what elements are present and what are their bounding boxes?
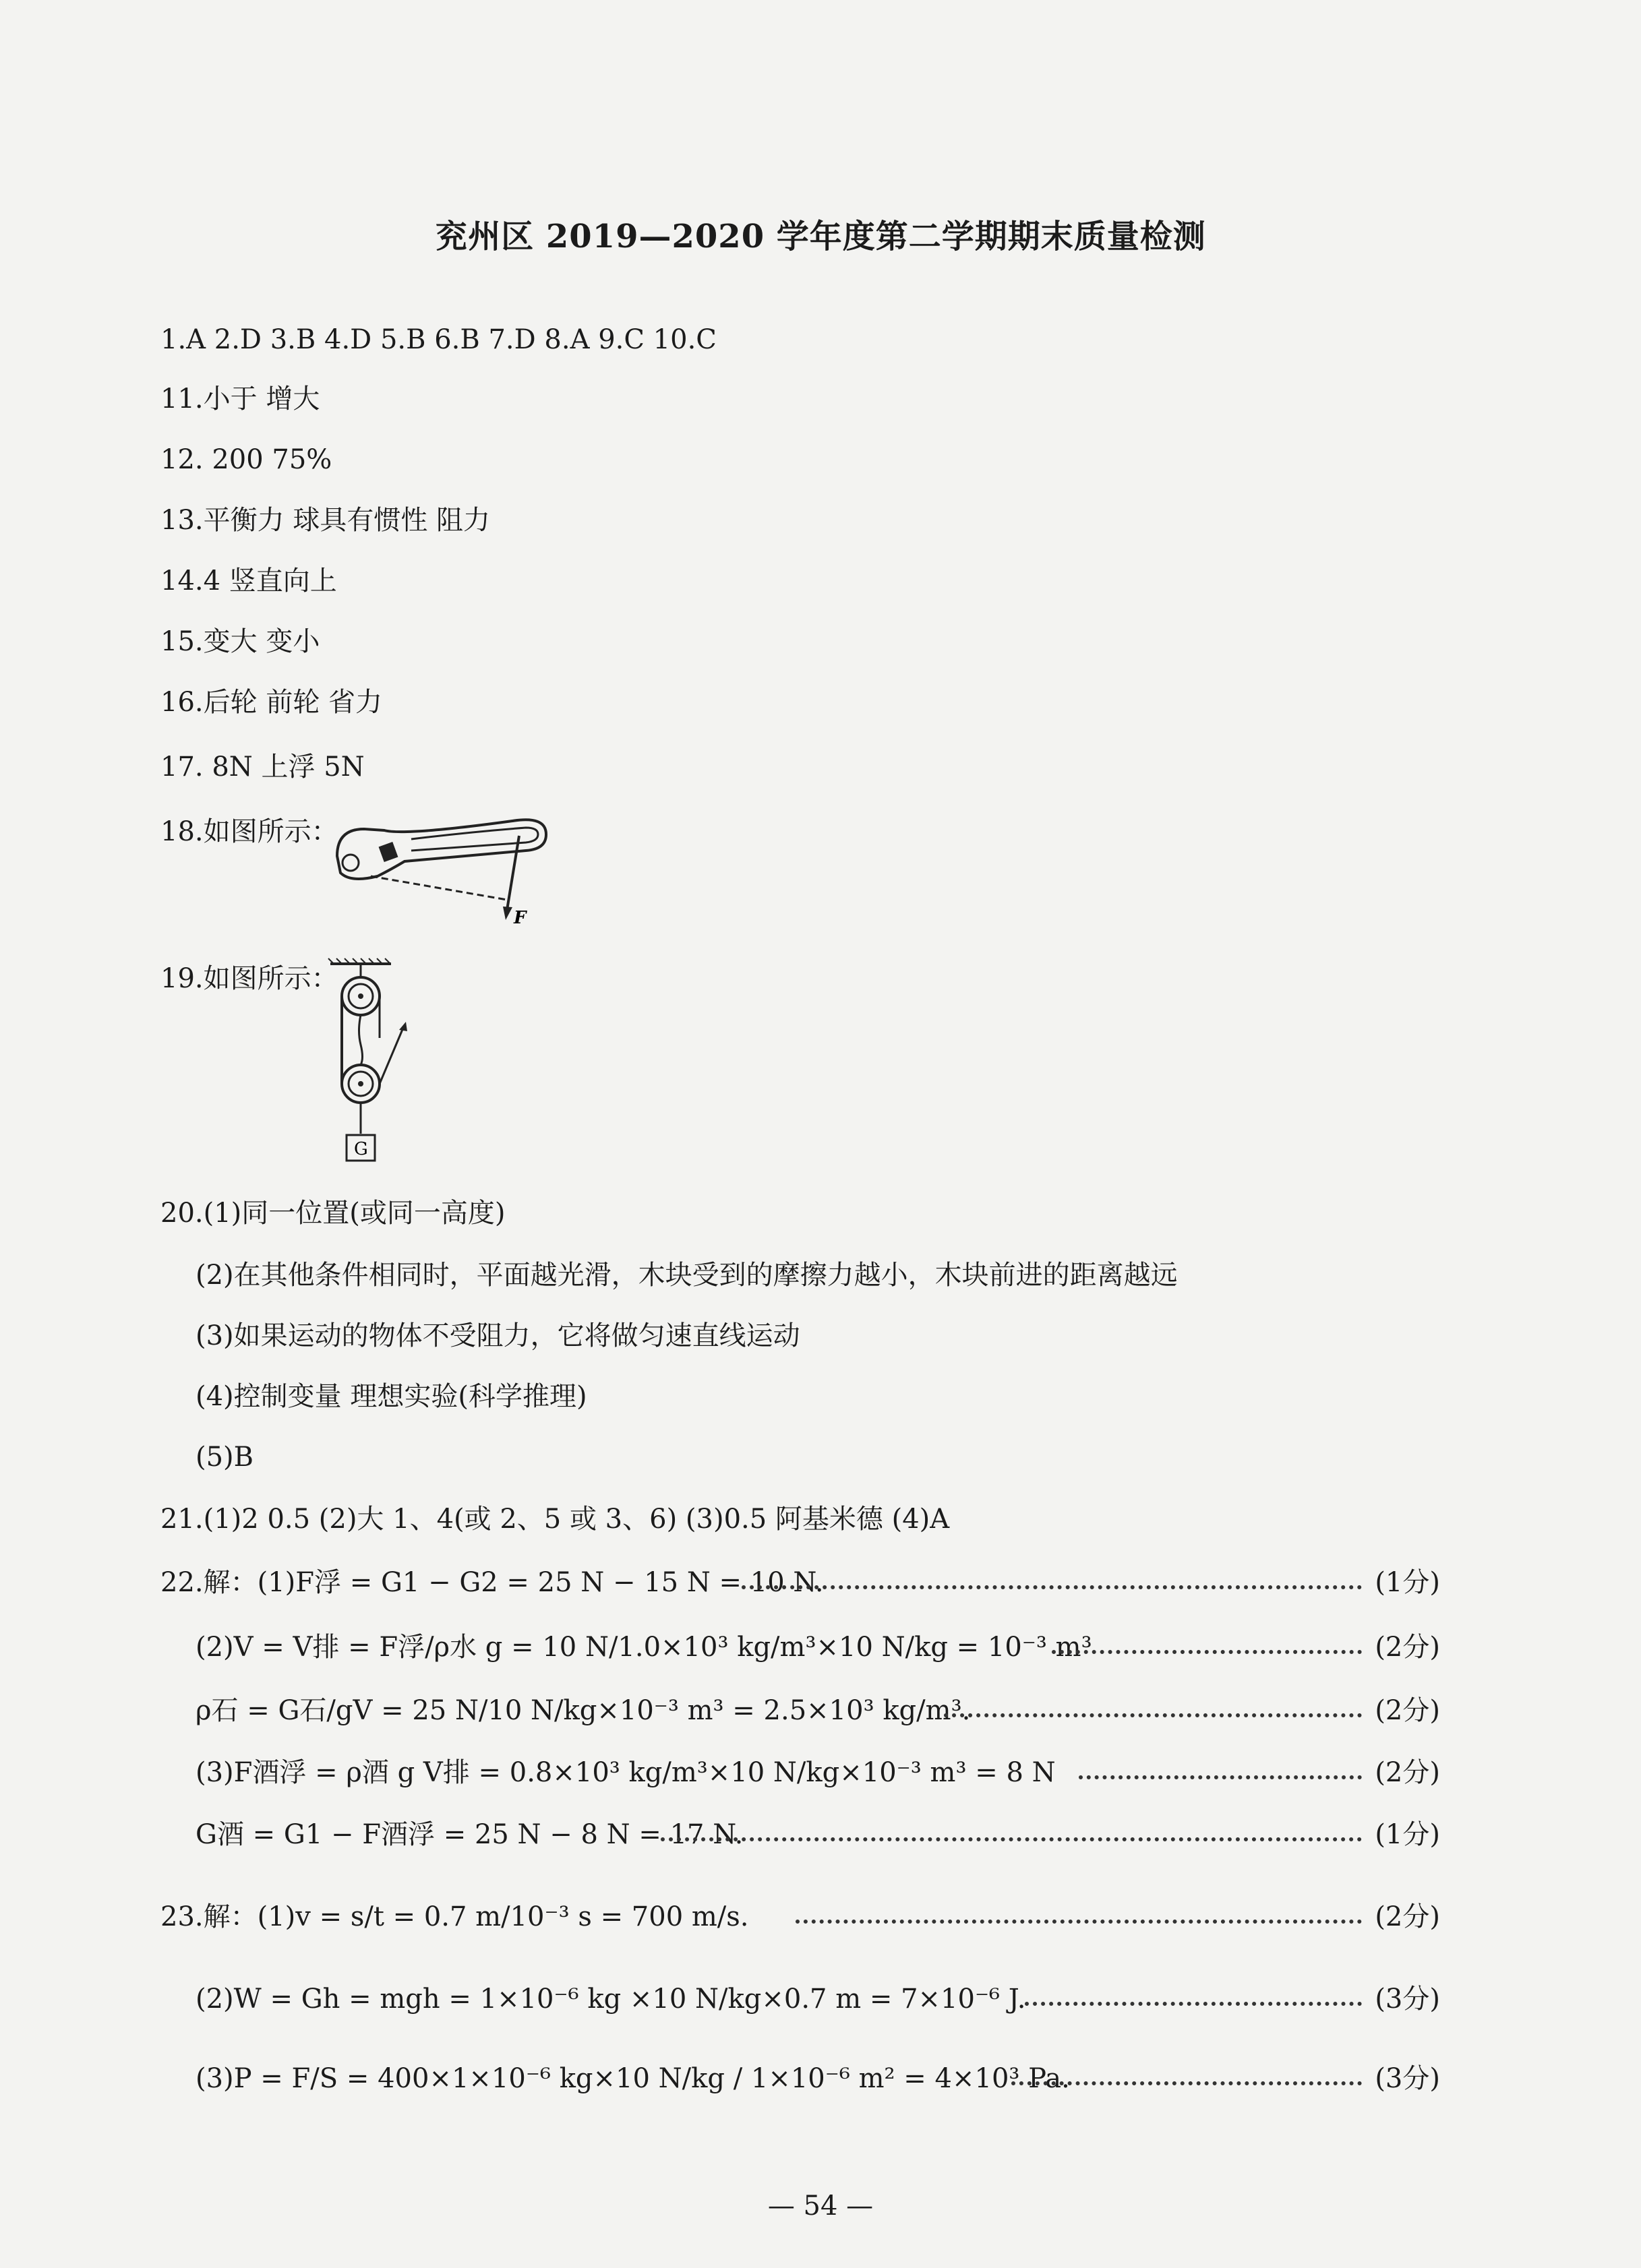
leader-dots bbox=[944, 1713, 1362, 1717]
answer-1-10: 1.A 2.D 3.B 4.D 5.B 6.B 7.D 8.A 9.C 10.C bbox=[160, 324, 717, 355]
answer-19: 19.如图所示： bbox=[160, 963, 338, 994]
answer-23-line1: 23.解：(1)v = s/t = 0.7 m/10⁻³ s = 700 m/s. bbox=[160, 1901, 749, 1932]
answer-22-line4: (3)F酒浮 = ρ酒 g V排 = 0.8×10³ kg/m³×10 N/kg×10⁻³ m³ = 8 N bbox=[196, 1757, 1056, 1788]
leader-dots bbox=[796, 1920, 1362, 1924]
leader-dots bbox=[1011, 2081, 1362, 2085]
wrench-figure bbox=[324, 809, 553, 944]
score-22-2: (2分) bbox=[1375, 1632, 1440, 1663]
page-number: — 54 — bbox=[767, 2190, 874, 2221]
leader-dots bbox=[661, 1837, 1362, 1841]
answer-21: 21.(1)2 0.5 (2)大 1、4(或 2、5 或 3、6) (3)0.5 阿基米德 (4)A bbox=[160, 1504, 950, 1535]
answer-23-line2: (2)W = Gh = mgh = 1×10⁻⁶ kg ×10 N/kg×0.7 m = 7×10⁻⁶ J. bbox=[196, 1984, 1026, 2015]
answer-16: 16.后轮 前轮 省力 bbox=[160, 687, 383, 718]
answer-14: 14.4 竖直向上 bbox=[160, 565, 337, 596]
answer-22-line2: (2)V = V排 = F浮/ρ水 g = 10 N/1.0×10³ kg/m³×10 N/kg = 10⁻³ m³ bbox=[196, 1632, 1092, 1663]
page-title: 兖州区 2019—2020 学年度第二学期期末质量检测 bbox=[435, 218, 1206, 255]
answer-20-5: (5)B bbox=[196, 1442, 254, 1473]
answer-20-1: 20.(1)同一位置(或同一高度) bbox=[160, 1198, 506, 1229]
answer-23-line3: (3)P = F/S = 400×1×10⁻⁶ kg×10 N/kg / 1×10⁻⁶ m² = 4×10³ Pa. bbox=[196, 2063, 1070, 2094]
leader-dots bbox=[1025, 2002, 1362, 2006]
score-22-1: (1分) bbox=[1375, 1567, 1440, 1598]
answer-20-4: (4)控制变量 理想实验(科学推理) bbox=[196, 1381, 587, 1412]
leader-dots bbox=[1079, 1775, 1362, 1779]
answer-22-line3: ρ石 = G石/gV = 25 N/10 N/kg×10⁻³ m³ = 2.5×10³ kg/m³. bbox=[196, 1695, 971, 1726]
score-22-3: (2分) bbox=[1375, 1695, 1440, 1726]
score-22-5: (1分) bbox=[1375, 1819, 1440, 1850]
answer-15: 15.变大 变小 bbox=[160, 626, 320, 657]
score-23-1: (2分) bbox=[1375, 1901, 1440, 1932]
answer-12: 12. 200 75% bbox=[160, 444, 332, 475]
answer-11: 11.小于 增大 bbox=[160, 384, 320, 415]
answer-13: 13.平衡力 球具有惯性 阻力 bbox=[160, 505, 491, 536]
pulley-figure bbox=[317, 957, 431, 1173]
answer-17: 17. 8N 上浮 5N bbox=[160, 752, 365, 783]
answer-22-line1: 22.解：(1)F浮 = G1 − G2 = 25 N − 15 N = 10 N. bbox=[160, 1567, 824, 1598]
answer-20-2: (2)在其他条件相同时，平面越光滑，木块受到的摩擦力越小，木块前进的距离越远 bbox=[196, 1260, 1178, 1291]
score-23-3: (3分) bbox=[1375, 2063, 1440, 2094]
answer-22-line5: G酒 = G1 − F酒浮 = 25 N − 8 N = 17 N. bbox=[196, 1819, 744, 1850]
leader-dots bbox=[742, 1585, 1362, 1589]
answer-18: 18.如图所示： bbox=[160, 816, 338, 847]
leader-dots bbox=[1052, 1650, 1362, 1654]
score-23-2: (3分) bbox=[1375, 1984, 1440, 2015]
force-label: F bbox=[514, 908, 527, 928]
score-22-4: (2分) bbox=[1375, 1757, 1440, 1788]
answer-20-3: (3)如果运动的物体不受阻力，它将做匀速直线运动 bbox=[196, 1320, 800, 1351]
weight-label: G bbox=[354, 1139, 368, 1159]
